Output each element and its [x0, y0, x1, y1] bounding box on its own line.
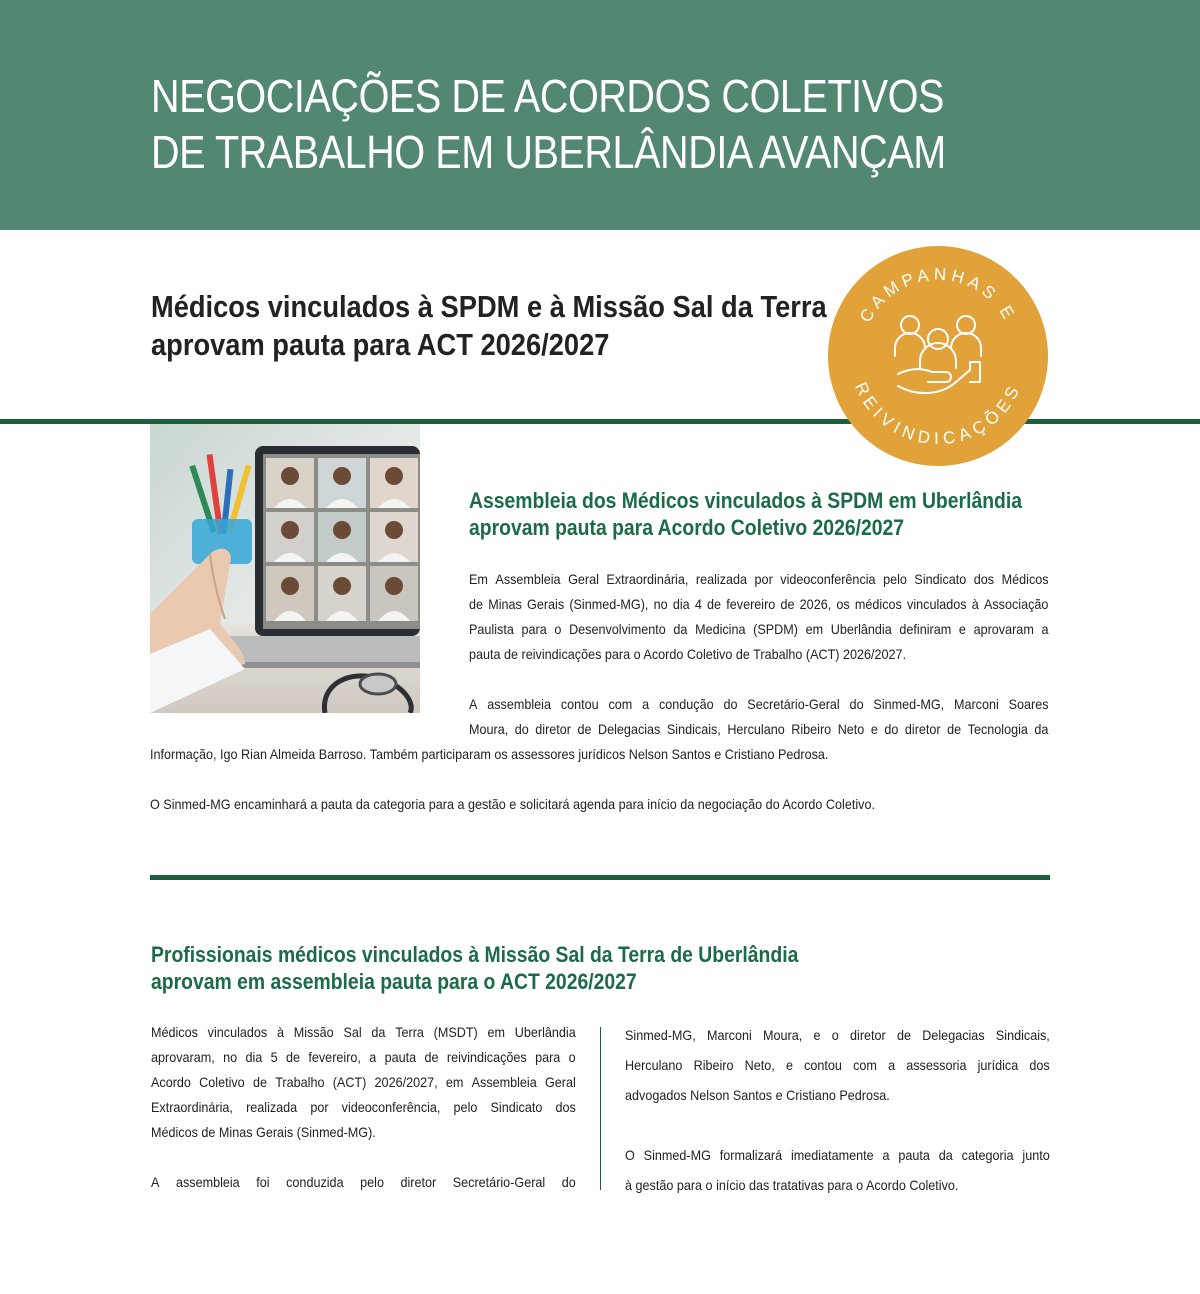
- section-2-right-column: [625, 1020, 1050, 1200]
- paragraph-line: Extraordinária, realizada por videoconferência, pelo Sindicato dos: [151, 1099, 576, 1115]
- paragraph-line: A assembleia foi conduzida pelo diretor Secretário-Geral do: [151, 1174, 576, 1190]
- paragraph-spacer: [151, 1145, 576, 1170]
- paragraph-line: de Minas Gerais (Sinmed-MG), no dia 4 de fevereiro de 2026, os médicos vinculados à Associação: [469, 596, 1049, 612]
- section-2-title-line-1: Profissionais médicos vinculados à Missão Sal da Terra de Uberlândia: [151, 942, 799, 967]
- laptop-illustration: [150, 424, 420, 713]
- page-subtitle-line-1: Médicos vinculados à SPDM e à Missão Sal da Terra: [151, 289, 827, 324]
- page-title-line-1: NEGOCIAÇÕES DE ACORDOS COLETIVOS: [151, 70, 945, 122]
- section-1-paragraph-1: [469, 567, 1049, 667]
- section-2-title-line-2: aprovam em assembleia pauta para o ACT 2026/2027: [151, 969, 637, 994]
- paragraph-line: Sinmed-MG, Marconi Moura, e o diretor de Delegacias Sindicais,: [625, 1027, 1050, 1043]
- paragraph-spacer: [625, 1110, 1050, 1140]
- page-subtitle: [151, 288, 827, 364]
- paragraph-line: aprovaram, no dia 5 de fevereiro, a pauta de reivindicações para o: [151, 1049, 576, 1065]
- video-conference-photo: [150, 424, 420, 713]
- paragraph-line: Moura, do diretor de Delegacias Sindicais, Herculano Ribeiro Neto e do diretor de Tecnologia da: [469, 721, 1049, 737]
- paragraph-line: pauta de reivindicações para o Acordo Coletivo de Trabalho (ACT) 2026/2027.: [469, 646, 907, 662]
- paragraph-line: à gestão para o início das tratativas para o Acordo Coletivo.: [625, 1177, 959, 1193]
- video-call-grid: [266, 458, 418, 621]
- badge-bottom-text: REIVINDICAÇÕES: [851, 379, 1025, 449]
- paragraph-line: Paulista para o Desenvolvimento da Medicina (SPDM) em Uberlândia definiram e aprovaram a: [469, 621, 1049, 637]
- page-title-line-2: DE TRABALHO EM UBERLÂNDIA AVANÇAM: [151, 126, 946, 178]
- badge-top-text: CAMPANHAS E: [855, 264, 1021, 326]
- paragraph-line: A assembleia contou com a condução do Secretário-Geral do Sinmed-MG, Marconi Soares: [469, 696, 1049, 712]
- section-1-title-line-1: Assembleia dos Médicos vinculados à SPDM em Uberlândia: [469, 488, 1023, 513]
- paragraph-line: O Sinmed-MG formalizará imediatamente a pauta da categoria junto: [625, 1147, 1050, 1163]
- badge-graphic: [828, 246, 1048, 466]
- section-1-title: [469, 487, 1023, 541]
- paragraph-line: Acordo Coletivo de Trabalho (ACT) 2026/2027, em Assembleia Geral: [151, 1074, 576, 1090]
- campaign-badge: [828, 246, 1048, 466]
- paragraph-line: advogados Nelson Santos e Cristiano Pedrosa.: [625, 1087, 890, 1103]
- paragraph-line: Herculano Ribeiro Neto, e contou com a assessoria jurídica dos: [625, 1057, 1050, 1073]
- paragraph-line: Em Assembleia Geral Extraordinária, realizada por videoconferência pelo Sindicato dos Médicos: [469, 571, 1049, 587]
- section-2-title: [151, 941, 799, 995]
- paragraph-line: Médicos de Minas Gerais (Sinmed-MG).: [151, 1124, 376, 1140]
- section-1-paragraph-2: [469, 692, 1049, 742]
- section-1-title-line-2: aprovam pauta para Acordo Coletivo 2026/2027: [469, 515, 905, 540]
- paragraph-line: Médicos vinculados à Missão Sal da Terra (MSDT) em Uberlândia: [151, 1024, 576, 1040]
- section-1-paragraph-2-continued: [150, 742, 1050, 767]
- paragraph-line: O Sinmed-MG encaminhará a pauta da categoria para a gestão e solicitará agenda para início da negociação do Acordo Coletivo.: [150, 796, 875, 812]
- section-1-paragraph-3: [150, 792, 1050, 817]
- header-band: [0, 0, 1200, 230]
- page-title: [151, 68, 946, 180]
- column-divider: [600, 1027, 601, 1190]
- section-divider: [150, 875, 1050, 880]
- section-2-left-column: [151, 1020, 576, 1195]
- paragraph-line: Informação, Igo Rian Almeida Barroso. Também participaram os assessores jurídicos Nelson Santos e Cristiano Pedrosa.: [150, 746, 829, 762]
- page-subtitle-line-2: aprovam pauta para ACT 2026/2027: [151, 327, 610, 362]
